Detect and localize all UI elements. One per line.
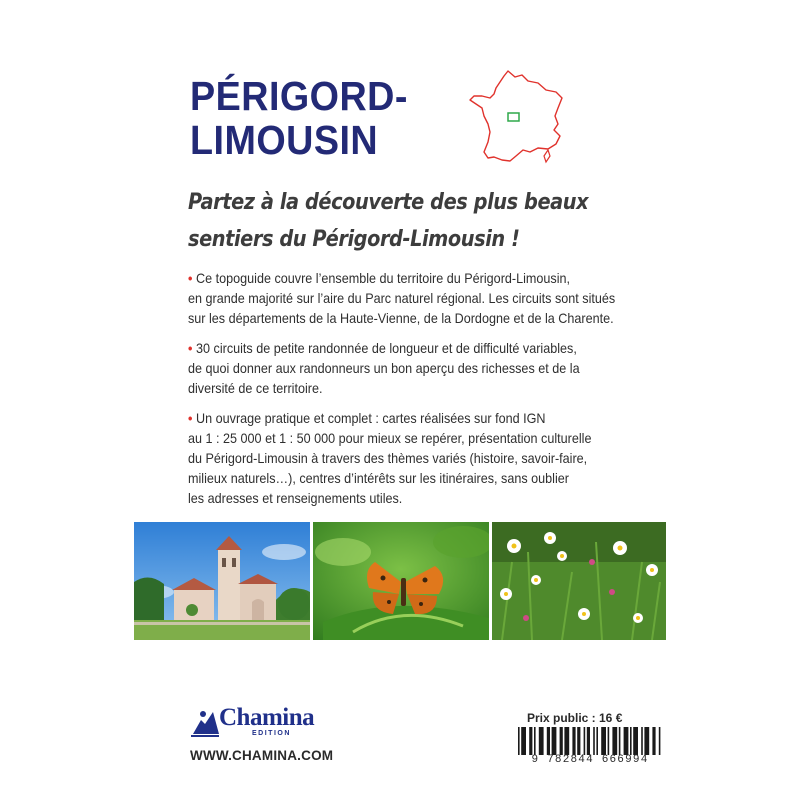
bullet-text: en grande majorité sur l’aire du Parc naturel régional. Les circuits sont situés [188,290,616,306]
barcode-bar [612,727,617,755]
barcode-bar [539,727,544,755]
hiker-logo-icon [189,708,221,738]
bullet-text: milieux naturels…), centres d’intérêts sur les itinéraires, sans oublier [188,470,569,486]
barcode-bar [630,727,632,755]
barcode-bar [529,727,532,755]
bullet-marker: • [188,410,193,426]
barcode-number: 9 782844 666994 [531,754,649,766]
publisher-logo [189,704,319,740]
bullet-text: diversité de ce territoire. [188,380,323,396]
bullet-text: de quoi donner aux randonneurs un bon aperçu des richesses et de la [188,360,580,376]
tagline-line-2: sentiers du Périgord-Limousin ! [188,226,520,252]
barcode-bar [577,727,580,755]
title-line-2: LIMOUSIN [190,117,379,163]
barcode-bar [518,727,520,755]
price-label: Prix public : 16 € [527,711,623,725]
barcode-bar [619,727,621,755]
bullet-marker: • [188,270,193,286]
barcode-bar [521,727,526,755]
bullet-text: au 1 : 25 000 et 1 : 50 000 pour mieux se repérer, présentation culturelle [188,430,592,446]
barcode-bar [608,727,610,755]
barcode-bar [534,727,536,755]
description-bullets [188,268,628,518]
bullet-practical [188,408,592,508]
bullet-text: du Périgord-Limousin à travers des thèmes variés (histoire, savoir-faire, [188,450,588,466]
barcode-bar [593,727,595,755]
publisher-name: Chamina [219,704,315,731]
barcode-bar [560,727,563,755]
bullet-text: 30 circuits de petite randonnée de longueur et de difficulté variables, [196,340,577,356]
barcode-bar [564,727,569,755]
barcode-bar [633,727,638,755]
barcode-bar [601,727,606,755]
bullet-coverage [188,268,616,328]
title-line-1: PÉRIGORD- [190,73,408,119]
barcode-bar [587,727,590,755]
barcode-bar [584,727,586,755]
barcode-bar [572,727,575,755]
publisher-website: WWW.CHAMINA.COM [190,748,334,763]
barcode-bar [624,727,629,755]
barcode-bar [596,727,598,755]
bullet-text: les adresses et renseignements utiles. [188,490,403,506]
tagline-line-1: Partez à la découverte des plus beaux [188,189,589,215]
book-title [190,74,408,162]
bullet-text: sur les départements de la Haute-Vienne, de la Dordogne et de la Charente. [188,310,614,326]
photo-butterfly [313,522,489,640]
france-outline-map-icon [468,68,566,164]
publisher-subtitle: EDITION [252,730,291,737]
photo-church [134,522,310,640]
bullet-text: Ce topoguide couvre l’ensemble du territoire du Périgord-Limousin, [196,270,571,286]
barcode-bar [641,727,643,755]
barcode-bar [659,727,661,755]
tagline [188,184,589,258]
barcode [516,727,664,755]
barcode-bar [644,727,649,755]
bullet-marker: • [188,340,193,356]
barcode-bar [652,727,655,755]
barcode-bar [547,727,550,755]
bullet-circuits [188,338,584,398]
bullet-text: Un ouvrage pratique et complet : cartes réalisées sur fond IGN [196,410,546,426]
barcode-bar [552,727,557,755]
photo-daisies [492,522,666,640]
